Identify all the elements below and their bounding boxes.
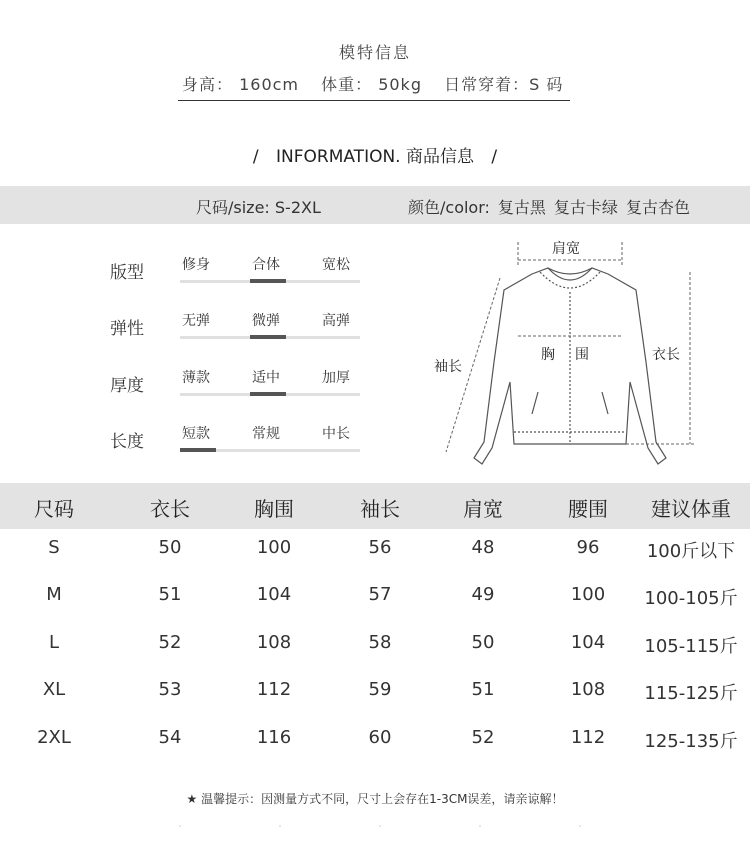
col-shoulder: 肩宽 — [463, 497, 503, 521]
color-option: 复古杏色 — [625, 198, 690, 217]
table-cell: 104 — [570, 632, 606, 653]
model-info-title: 模特信息 — [338, 43, 411, 62]
model-height: 身高： 160cm — [182, 75, 300, 94]
table-cell: 54 — [158, 727, 182, 748]
table-cell: XL — [42, 679, 66, 700]
model-info-underline — [178, 100, 570, 101]
table-cell: 116 — [256, 727, 292, 748]
label-shoulder: 肩宽 — [552, 238, 580, 258]
table-cell: 100 — [570, 584, 606, 605]
col-length: 衣长 — [150, 497, 190, 521]
model-size: 日常穿着：S 码 — [444, 75, 564, 94]
model-weight: 体重： 50kg — [321, 75, 422, 94]
col-weight: 建议体重 — [651, 497, 731, 521]
table-cell: 60 — [368, 727, 392, 748]
attribute-option: 短款 — [182, 426, 210, 442]
label-chest-left: 胸 — [541, 347, 555, 363]
attribute-option: 加厚 — [322, 370, 350, 386]
table-cell: 125-135斤 — [644, 731, 738, 752]
table-cell: 112 — [570, 727, 606, 748]
color-option: 复古卡绿 — [553, 198, 618, 217]
information-heading — [0, 142, 750, 167]
attribute-option: 合体 — [252, 257, 280, 273]
attribute-selected-marker — [180, 448, 216, 452]
label-chest-right: 围 — [575, 347, 589, 363]
measurement-tip: ★ 温馨提示：因测量方式不同，尺寸上会存在1-3CM误差，请亲谅解！ — [186, 792, 564, 806]
attribute-option: 薄款 — [182, 370, 210, 386]
attribute-option: 中长 — [322, 426, 350, 442]
attribute-selected-marker — [250, 279, 286, 283]
table-cell: 2XL — [37, 727, 71, 748]
table-cell: 108 — [256, 632, 292, 653]
table-cell: 115-125斤 — [644, 683, 738, 704]
attribute-option: 高弹 — [322, 313, 350, 329]
attribute-label: 版型 — [110, 263, 144, 283]
table-cell: 105-115斤 — [644, 636, 738, 657]
attribute-label: 厚度 — [110, 376, 144, 396]
attribute-option: 修身 — [182, 257, 210, 273]
table-cell: 100 — [256, 537, 292, 558]
col-chest: 胸围 — [254, 497, 294, 521]
jacket-icon — [474, 268, 666, 464]
col-waist: 腰围 — [568, 497, 608, 521]
size-range: 尺码/size: S-2XL — [196, 198, 321, 217]
color-list — [408, 195, 690, 218]
slash-left: / — [252, 147, 259, 167]
table-cell: 100-105斤 — [644, 588, 738, 609]
table-cell: 104 — [256, 584, 292, 605]
table-cell: M — [46, 584, 62, 605]
label-sleeve: 袖长 — [434, 356, 462, 376]
attribute-option: 微弹 — [252, 313, 280, 329]
table-cell: 51 — [158, 584, 182, 605]
color-option: 复古黑 — [497, 198, 546, 217]
attribute-label: 弹性 — [110, 319, 144, 339]
table-cell: 59 — [368, 679, 392, 700]
table-cell: S — [48, 537, 60, 558]
table-cell: 58 — [368, 632, 392, 653]
information-title: INFORMATION. 商品信息 — [276, 147, 474, 167]
slash-right: / — [491, 147, 498, 167]
table-cell: 53 — [158, 679, 182, 700]
attribute-option: 常规 — [252, 426, 280, 442]
size-color-band — [0, 186, 750, 224]
attribute-option: 宽松 — [322, 257, 350, 273]
model-info-line — [182, 72, 570, 95]
table-cell: 52 — [471, 727, 495, 748]
table-cell: 52 — [158, 632, 182, 653]
label-length: 衣长 — [652, 344, 680, 364]
col-size: 尺码 — [34, 497, 74, 521]
table-cell: 108 — [570, 679, 606, 700]
table-cell: 96 — [576, 537, 600, 558]
table-cell: L — [48, 632, 60, 653]
table-cell: 57 — [368, 584, 392, 605]
col-sleeve: 袖长 — [360, 497, 400, 521]
table-cell: 51 — [471, 679, 495, 700]
attribute-selected-marker — [250, 335, 286, 339]
table-cell: 50 — [158, 537, 182, 558]
table-cell: 112 — [256, 679, 292, 700]
table-cell: 50 — [471, 632, 495, 653]
attribute-option: 适中 — [252, 370, 280, 386]
table-cell: 48 — [471, 537, 495, 558]
color-label: 颜色/color: — [408, 198, 490, 217]
table-cell: 100斤以下 — [646, 541, 736, 562]
attribute-selected-marker — [250, 392, 286, 396]
attribute-option: 无弹 — [182, 313, 210, 329]
table-cell: 49 — [471, 584, 495, 605]
decorative-dots — [0, 822, 750, 830]
attribute-label: 长度 — [110, 432, 144, 452]
size-table-header — [0, 483, 750, 529]
table-cell: 56 — [368, 537, 392, 558]
